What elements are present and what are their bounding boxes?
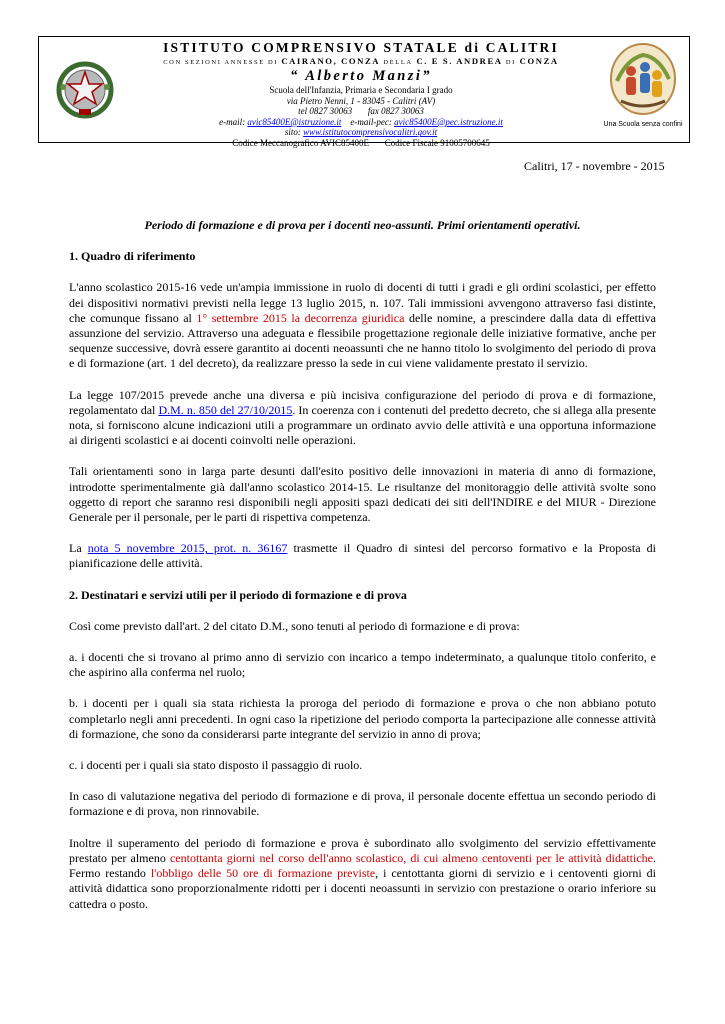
paragraph-5: In caso di valutazione negativa del periodo di formazione e di prova, il personale docente effettua un secondo periodo di formazione e di prova, non rinnovabile. [69,789,656,819]
nota-36167-link[interactable]: nota 5 novembre 2015, prot. n. 36167 [87,541,288,556]
pec-email-link[interactable]: avic85400E@pec.istruzione.it [394,116,503,127]
highlight-hours: l'obbligo delle 50 ore di formazione previste [150,866,376,881]
paragraph-6: Inoltre il superamento del periodo di formazione e prova è subordinato allo svolgimento del servizio effettivamente prestato per almeno centottanta giorni nel corso dell'anno scolastico, di cui almeno centoventi per le attività didattiche. Fermo restando l'obbligo delle 50 ore di formazione previste, i centottanta giorni di servizio e i centoventi giorni di attività didattica sono proporzionalmente ridotti per i docenti neoassunti in servizio con prestazione o orario inferiore su cattedra o posto. [69,835,656,911]
section-2-heading: 2. Destinatari e servizi utili per il periodo di formazione e di prova [69,587,407,602]
highlight-days: centottanta giorni nel corso dell'anno scolastico, di cui almeno centoventi per le attività didattiche [169,850,653,865]
school-logo [601,41,685,139]
institute-subtitle: “ Alberto Manzi” [290,68,432,84]
letterhead [38,36,690,148]
list-item-c: c. i docenti per i quali sia stato disposto il passaggio di ruolo. [69,758,363,773]
document-subject: Periodo di formazione e di prova per i docenti neo-assunti. Primi orientamenti operativi. [144,218,581,232]
institute-title: ISTITUTO COMPRENSIVO STATALE di CALITRI [163,40,559,55]
document-body [69,218,656,912]
email-link[interactable]: avic85400E@istruzione.it [247,116,342,127]
phone-fax: tel 0827 30063 fax 0827 30063 [298,106,424,117]
school-children-logo-icon [607,41,679,119]
site-line: sito: www.istitutocomprensivocalitri.gov.it [284,127,438,138]
italian-republic-emblem-icon [53,57,117,121]
institute-sections: CON SEZIONI ANNESSE DI CAIRANO, CONZA DELLA C. E S. ANDREA DI CONZA [163,56,559,66]
website-link[interactable]: www.istitutocomprensivocalitri.gov.it [303,127,438,138]
school-address: via Pietro Nenni, 1 - 83045 - Calitri (AV) [286,95,436,106]
email-line: e-mail: avic85400E@istruzione.it e-mail-pec: avic85400E@pec.istruzione.it [219,116,503,127]
section-1-heading: 1. Quadro di riferimento [69,249,196,264]
list-item-b: b. i docenti per i quali sia stata richiesta la proroga del periodo di formazione e prova o che non abbiano potuto completarlo negli anni precedenti. In ogni caso la ripetizione del periodo comporta la partecipazione alle connesse attività di formazione, che sono da considerarsi parte integrante del servizio in anno di prova; [69,696,656,741]
paragraph-1: L'anno scolastico 2015-16 vede un'ampia immissione in ruolo di docenti di tutti i gradi e gli ordini scolastici, per effetto dei dispositivi normativi previsti nella legge 13 luglio 2015, n. 107. Tali immissioni avvengono attraverso fasi distinte, che comunque fissano al 1° settembre 2015 la decorrenza giuridica delle nomine, a prescindere dalla data di effettiva assunzione del servizio. Attraverso una adeguata e flessibile progettazione regionale delle iniziative formative, anche per sequenze successive, dovrà essere garantito ai docenti neoassunti che ne hanno titolo lo svolgimento del periodo di prova e di formazione (art. 1 del decreto), da realizzare presso la sede in cui viene validamente prestato il servizio. [69,280,656,371]
dm-850-link[interactable]: D.M. n. 850 del 27/10/2015 [158,402,293,417]
highlight-start-date: 1° settembre 2015 la decorrenza giuridica [196,310,405,325]
paragraph-intro: Così come previsto dall'art. 2 del citato D.M., sono tenuti al periodo di formazione e di prova: [69,618,520,633]
list-item-a: a. i docenti che si trovano al primo anno di servizio con incarico a tempo indeterminato, a qualunque titolo conferito, e che aspirino alla conferma nel ruolo; [69,650,656,680]
school-codes: Codice Meccanografico AVIC85400E Codice Fiscale 91005700645 [232,137,490,148]
paragraph-4: La nota 5 novembre 2015, prot. n. 36167 trasmette il Quadro di sintesi del percorso formativo e la Proposta di pianificazione delle attività. [69,541,656,571]
document-date: Calitri, 17 - novembre - 2015 [524,159,665,173]
logo-caption: Una Scuola senza confini [603,121,683,128]
letterhead-text [127,40,595,149]
paragraph-3: Tali orientamenti sono in larga parte desunti dall'esito positivo delle innovazioni in materia di anno di formazione, introdotte sperimentalmente già dall'anno scolastico 2014-15. Le risultanze del monitoraggio delle attività svolte sono oggetto di report che saranno resi disponibili negli appositi spazi dedicati dei siti dell'INDIRE e del MIUR - Direzione Generale per il personale, per le parti di rispettiva competenza. [69,464,656,525]
paragraph-2: La legge 107/2015 prevede anche una diversa e più incisiva configurazione del periodo di prova e di formazione, regolamentato dal D.M. n. 850 del 27/10/2015. In coerenza con i contenuti del predetto decreto, che si allega alla presente nota, si forniscono alcune indicazioni utili a programmare un ordinato avvio delle attività e una opportuna informazione ai dirigenti scolastici e ai docenti coinvolti nelle operazioni. [69,387,657,448]
school-type: Scuola dell'Infanzia, Primaria e Secondaria I grado [269,85,453,95]
